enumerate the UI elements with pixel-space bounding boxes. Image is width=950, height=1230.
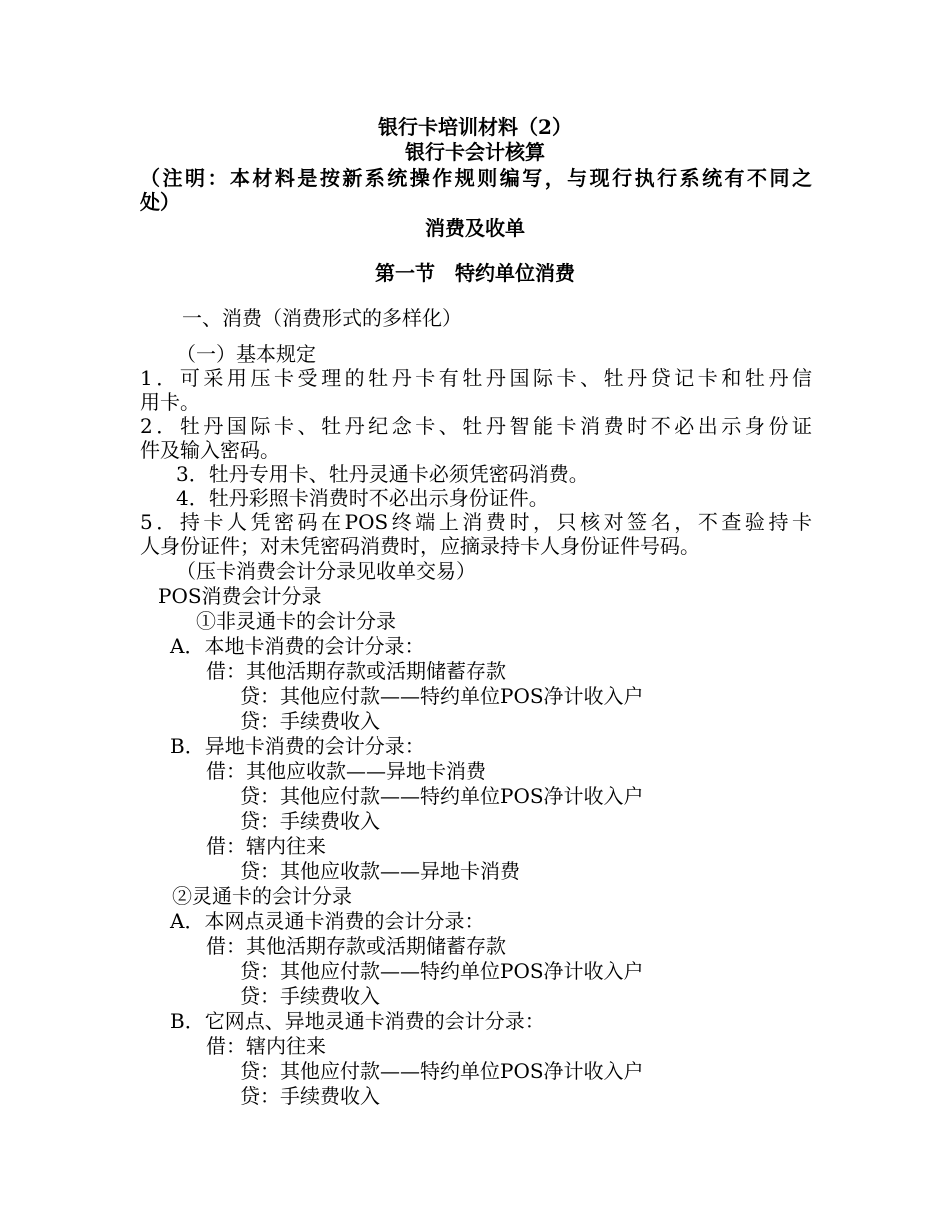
- remote-entry-debit-2: 借：辖内往来: [206, 834, 326, 858]
- branch-lingtong-heading: A．本网点灵通卡消费的会计分录：: [170, 909, 485, 933]
- branch-entry-credit-1: 贷：其他应付款——特约单位POS净计收入户: [240, 959, 644, 983]
- note-line-1: （注明：本材料是按新系统操作规则编写，与现行执行系统有不同之: [140, 166, 812, 190]
- branch-entry-credit-2: 贷：手续费收入: [240, 984, 380, 1008]
- rule-1-line-2: 用卡。: [140, 390, 200, 414]
- section-title: 第一节 特约单位消费: [375, 261, 575, 285]
- local-entry-debit: 借：其他活期存款或活期储蓄存款: [206, 659, 506, 683]
- remote-entry-credit-3: 贷：其他应收款——异地卡消费: [240, 859, 520, 883]
- note-line-2: 处）: [140, 190, 180, 214]
- remote-card-heading: B．异地卡消费的会计分录：: [170, 734, 425, 758]
- other-branch-entry-credit-2: 贷：手续费收入: [240, 1084, 380, 1108]
- remote-entry-debit-1: 借：其他应收款——异地卡消费: [206, 759, 486, 783]
- section-heading: 消费及收单: [425, 216, 525, 240]
- rule-5-line-2: 人身份证件；对未凭密码消费时，应摘录持卡人身份证件号码。: [140, 534, 700, 558]
- rule-1-line-1: 1．可采用压卡受理的牡丹卡有牡丹国际卡、牡丹贷记卡和牡丹信: [140, 366, 812, 390]
- local-entry-credit-1: 贷：其他应付款——特约单位POS净计收入户: [240, 684, 644, 708]
- document-title: 银行卡培训材料（2）: [378, 115, 572, 139]
- rule-2-line-2: 件及输入密码。: [140, 438, 280, 462]
- branch-entry-debit: 借：其他活期存款或活期储蓄存款: [206, 934, 506, 958]
- other-branch-lingtong-heading: B．它网点、异地灵通卡消费的会计分录：: [170, 1009, 545, 1033]
- press-card-note: （压卡消费会计分录见收单交易）: [176, 559, 476, 583]
- other-branch-entry-debit: 借：辖内往来: [206, 1034, 326, 1058]
- other-branch-entry-credit-1: 贷：其他应付款——特约单位POS净计收入户: [240, 1059, 644, 1083]
- non-lingtong-heading: ①非灵通卡的会计分录: [196, 609, 396, 633]
- local-entry-credit-2: 贷：手续费收入: [240, 709, 380, 733]
- rule-2-line-1: 2．牡丹国际卡、牡丹纪念卡、牡丹智能卡消费时不必出示身份证: [140, 414, 812, 438]
- pos-entries-title: POS消费会计分录: [158, 584, 322, 608]
- remote-entry-credit-2: 贷：手续费收入: [240, 809, 380, 833]
- rule-5-line-1: 5．持卡人凭密码在POS终端上消费时，只核对签名，不查验持卡: [140, 510, 812, 534]
- document-subtitle: 银行卡会计核算: [405, 140, 545, 164]
- lingtong-heading: ②灵通卡的会计分录: [172, 884, 352, 908]
- rule-3: 3．牡丹专用卡、牡丹灵通卡必须凭密码消费。: [176, 462, 589, 486]
- local-card-heading: A．本地卡消费的会计分录：: [170, 634, 425, 658]
- part-one-heading: 一、消费（消费形式的多样化）: [182, 306, 462, 330]
- remote-entry-credit-1: 贷：其他应付款——特约单位POS净计收入户: [240, 784, 644, 808]
- rule-4: 4．牡丹彩照卡消费时不必出示身份证件。: [176, 486, 549, 510]
- subsection-basic-rules: （一）基本规定: [176, 342, 316, 366]
